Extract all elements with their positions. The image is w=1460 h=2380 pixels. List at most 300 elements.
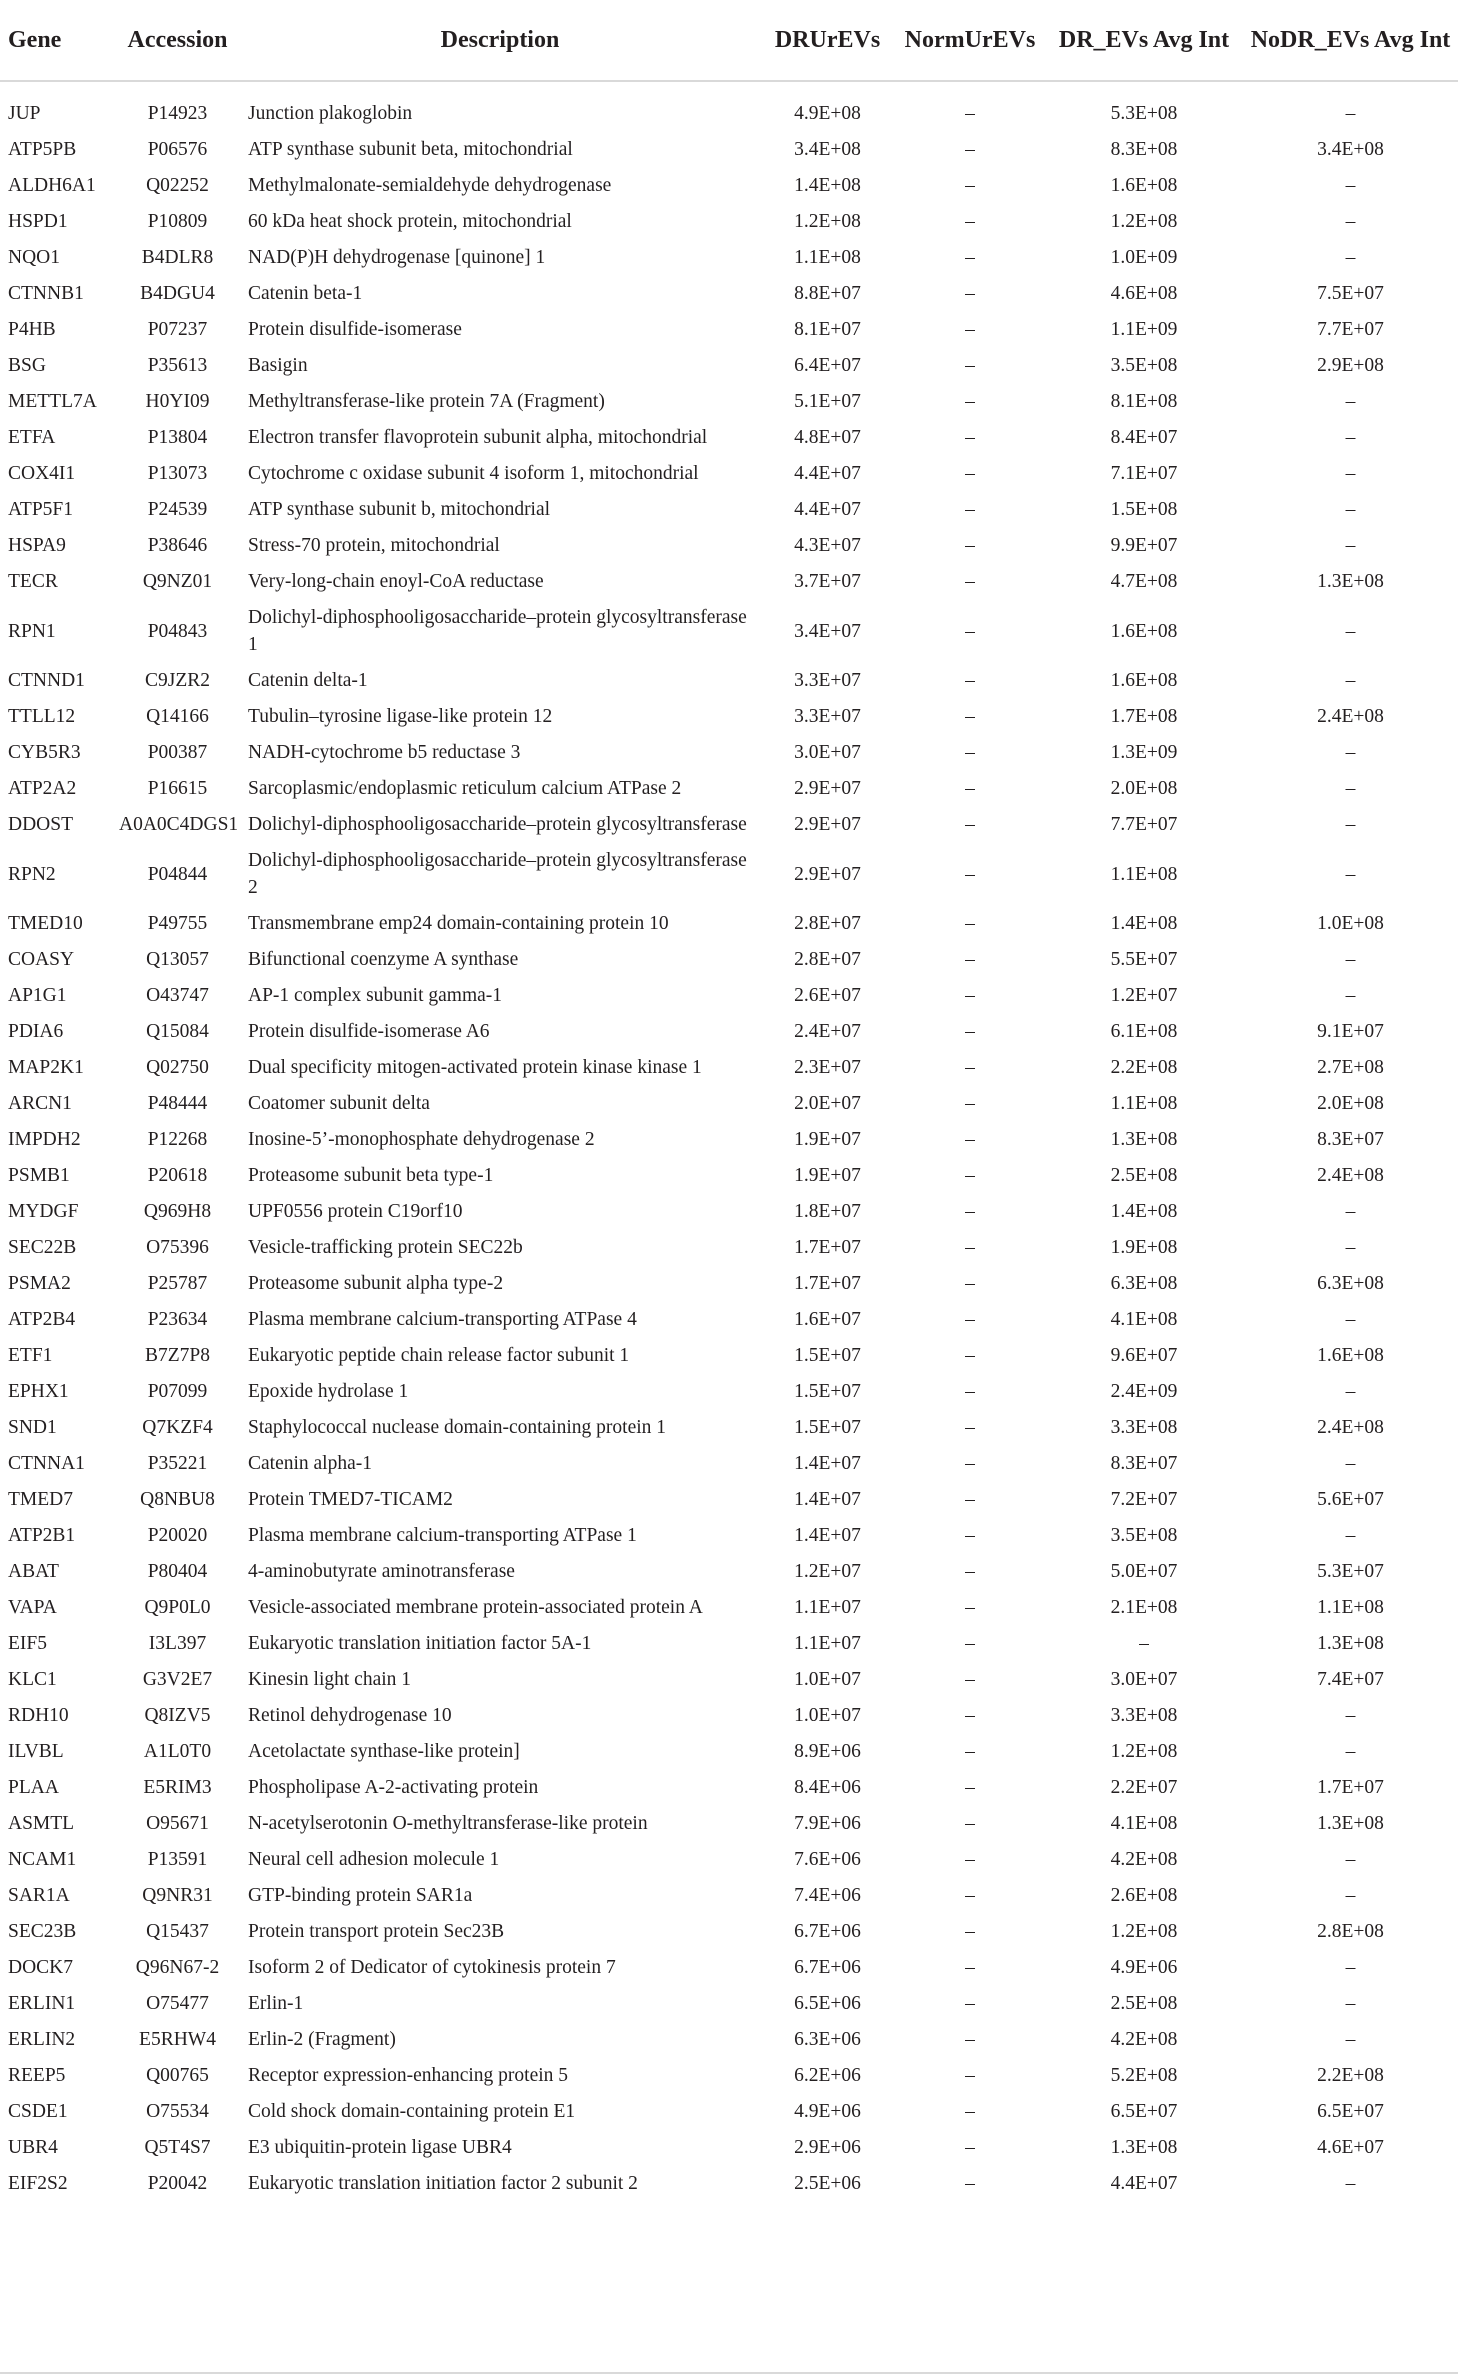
table-row — [0, 662, 1458, 698]
cell-dr-evs-avg-int: 5.3E+08 — [1110, 103, 1178, 124]
cell-drurevs: 8.1E+07 — [794, 319, 861, 340]
cell-drurevs: 2.5E+06 — [794, 2173, 861, 2194]
cell-accession: Q8NBU8 — [140, 1489, 215, 1510]
cell-drurevs: 1.6E+07 — [794, 1309, 861, 1330]
cell-accession: H0YI09 — [145, 391, 210, 412]
cell-nodr-evs-avg-int: – — [1345, 103, 1356, 124]
cell-accession: A1L0T0 — [143, 1741, 212, 1762]
table-row — [0, 1985, 1458, 2021]
cell-normurevs: – — [965, 1849, 975, 1870]
cell-drurevs: 6.5E+06 — [794, 1993, 861, 2014]
cell-dr-evs-avg-int: 1.5E+08 — [1110, 499, 1178, 520]
cell-normurevs: – — [965, 571, 975, 592]
header-description: Description — [240, 0, 760, 81]
cell-dr-evs-avg-int: 2.2E+07 — [1110, 1777, 1178, 1798]
cell-normurevs: – — [965, 913, 975, 934]
table-row — [0, 419, 1458, 455]
cell-gene: PSMB1 — [8, 1165, 70, 1186]
cell-accession: P07099 — [147, 1381, 208, 1402]
table-row — [0, 1193, 1458, 1229]
cell-nodr-evs-avg-int: – — [1345, 1309, 1356, 1330]
cell-nodr-evs-avg-int: 2.0E+08 — [1317, 1093, 1384, 1114]
cell-nodr-evs-avg-int: 1.3E+08 — [1317, 1813, 1384, 1834]
cell-dr-evs-avg-int: 4.9E+06 — [1110, 1957, 1178, 1978]
cell-nodr-evs-avg-int: – — [1345, 778, 1356, 799]
cell-gene: EIF2S2 — [8, 2173, 68, 2194]
cell-accession: A0A0C4DGS1 — [119, 814, 239, 835]
cell-nodr-evs-avg-int: – — [1345, 175, 1356, 196]
cell-description: Receptor expression-enhancing protein 5 — [248, 2065, 569, 2086]
cell-dr-evs-avg-int: 6.3E+08 — [1110, 1273, 1178, 1294]
cell-normurevs: – — [965, 1705, 975, 1726]
cell-accession: P25787 — [147, 1273, 208, 1294]
cell-gene: IMPDH2 — [8, 1129, 81, 1150]
cell-gene: ETFA — [8, 427, 56, 448]
cell-dr-evs-avg-int: 1.2E+08 — [1110, 1741, 1178, 1762]
cell-normurevs: – — [965, 1597, 975, 1618]
cell-dr-evs-avg-int: 3.3E+08 — [1110, 1705, 1178, 1726]
header-accession: Accession — [115, 0, 240, 81]
cell-nodr-evs-avg-int: 6.5E+07 — [1317, 2101, 1384, 2122]
table-row — [0, 311, 1458, 347]
cell-gene: TECR — [8, 571, 58, 592]
cell-accession: O43747 — [146, 985, 209, 1006]
table-row — [0, 1301, 1458, 1337]
table-body — [0, 81, 1458, 2201]
cell-gene: ATP2A2 — [8, 778, 77, 799]
cell-nodr-evs-avg-int: – — [1345, 620, 1356, 642]
cell-drurevs: 1.0E+07 — [794, 1705, 861, 1726]
cell-dr-evs-avg-int: 1.6E+08 — [1110, 620, 1178, 642]
cell-accession: Q7KZF4 — [142, 1417, 213, 1438]
cell-normurevs: – — [965, 742, 975, 763]
cell-dr-evs-avg-int: 1.4E+08 — [1110, 913, 1178, 934]
cell-accession: P49755 — [147, 913, 208, 934]
table-row — [0, 1769, 1458, 1805]
cell-description: Electron transfer flavoprotein subunit alpha, mitochondrial — [248, 427, 708, 448]
cell-nodr-evs-avg-int: 2.4E+08 — [1317, 1417, 1384, 1438]
cell-accession: P06576 — [147, 139, 208, 160]
cell-dr-evs-avg-int: 6.5E+07 — [1110, 2101, 1178, 2122]
table-row — [0, 1121, 1458, 1157]
cell-drurevs: 1.0E+07 — [794, 1669, 861, 1690]
table-row — [0, 527, 1458, 563]
cell-description: Basigin — [248, 355, 308, 376]
cell-normurevs: – — [965, 355, 975, 376]
table-row — [0, 599, 1458, 662]
cell-description: Catenin beta-1 — [248, 283, 363, 304]
cell-drurevs: 8.9E+06 — [794, 1741, 861, 1762]
cell-accession: P20020 — [147, 1525, 208, 1546]
cell-dr-evs-avg-int: 5.2E+08 — [1110, 2065, 1178, 2086]
cell-drurevs: 1.8E+07 — [794, 1201, 861, 1222]
cell-normurevs: – — [965, 949, 975, 970]
cell-description: Neural cell adhesion molecule 1 — [248, 1849, 500, 1870]
cell-dr-evs-avg-int: 4.6E+08 — [1110, 283, 1178, 304]
cell-accession: Q02750 — [146, 1057, 209, 1078]
cell-description: NAD(P)H dehydrogenase [quinone] 1 — [248, 247, 546, 268]
cell-gene: ABAT — [8, 1561, 59, 1582]
cell-nodr-evs-avg-int: – — [1345, 2029, 1356, 2050]
cell-normurevs: – — [965, 427, 975, 448]
cell-nodr-evs-avg-int: – — [1345, 499, 1356, 520]
cell-gene: DDOST — [8, 814, 74, 835]
cell-nodr-evs-avg-int: 2.4E+08 — [1317, 1165, 1384, 1186]
cell-dr-evs-avg-int: 1.6E+08 — [1110, 175, 1178, 196]
cell-normurevs: – — [965, 1741, 975, 1762]
table-row — [0, 1265, 1458, 1301]
cell-drurevs: 3.3E+07 — [794, 706, 861, 727]
cell-normurevs: – — [965, 463, 975, 484]
header-row — [0, 0, 1458, 81]
cell-normurevs: – — [965, 1489, 975, 1510]
cell-description: N-acetylserotonin O-methyltransferase-like protein — [248, 1813, 648, 1834]
cell-drurevs: 3.3E+07 — [794, 670, 861, 691]
cell-normurevs: – — [965, 1273, 975, 1294]
cell-normurevs: – — [965, 211, 975, 232]
cell-nodr-evs-avg-int: – — [1345, 1705, 1356, 1726]
cell-drurevs: 1.7E+07 — [794, 1237, 861, 1258]
cell-drurevs: 2.3E+07 — [794, 1057, 861, 1078]
cell-drurevs: 3.4E+07 — [794, 620, 861, 642]
table-bottom-rule — [0, 2372, 1458, 2374]
table-row — [0, 1733, 1458, 1769]
cell-description: Transmembrane emp24 domain-containing protein 10 — [248, 913, 669, 934]
cell-drurevs: 1.1E+07 — [794, 1597, 861, 1618]
cell-gene: MAP2K1 — [8, 1057, 84, 1078]
cell-drurevs: 1.7E+07 — [794, 1273, 861, 1294]
cell-accession: I3L397 — [148, 1633, 207, 1654]
cell-normurevs: – — [965, 1237, 975, 1258]
cell-gene: VAPA — [8, 1597, 57, 1618]
cell-description: Proteasome subunit alpha type-2 — [248, 1273, 504, 1294]
cell-nodr-evs-avg-int: 7.4E+07 — [1317, 1669, 1384, 1690]
cell-nodr-evs-avg-int: 1.0E+08 — [1317, 913, 1384, 934]
cell-normurevs: – — [965, 1021, 975, 1042]
table-row — [0, 1049, 1458, 1085]
cell-description: Vesicle-associated membrane protein-associated protein A — [248, 1597, 703, 1618]
table-row — [0, 2093, 1458, 2129]
cell-description: Plasma membrane calcium-transporting ATPase 4 — [248, 1309, 637, 1330]
cell-gene: CTNNB1 — [8, 283, 84, 304]
cell-gene: TTLL12 — [8, 706, 76, 727]
cell-dr-evs-avg-int: 1.3E+08 — [1110, 2137, 1178, 2158]
cell-accession: P80404 — [147, 1561, 208, 1582]
cell-gene: AP1G1 — [8, 985, 67, 1006]
cell-accession: G3V2E7 — [142, 1669, 213, 1690]
cell-description: Eukaryotic translation initiation factor 2 subunit 2 — [248, 2173, 638, 2194]
cell-description: Kinesin light chain 1 — [248, 1669, 412, 1690]
cell-accession: P13804 — [147, 427, 208, 448]
cell-description: Eukaryotic translation initiation factor 5A-1 — [248, 1633, 592, 1654]
cell-drurevs: 2.9E+07 — [794, 863, 861, 885]
cell-normurevs: – — [965, 2137, 975, 2158]
cell-accession: O75477 — [146, 1993, 209, 2014]
cell-accession: P20618 — [147, 1165, 208, 1186]
cell-gene: NQO1 — [8, 247, 60, 268]
cell-normurevs: – — [965, 1057, 975, 1078]
cell-drurevs: 1.1E+07 — [794, 1633, 861, 1654]
cell-normurevs: – — [965, 535, 975, 556]
cell-description: Vesicle-trafficking protein SEC22b — [248, 1237, 523, 1258]
cell-dr-evs-avg-int: 3.3E+08 — [1110, 1417, 1178, 1438]
table-row — [0, 1373, 1458, 1409]
cell-accession: O75534 — [146, 2101, 209, 2122]
table-row — [0, 1661, 1458, 1697]
table-row — [0, 977, 1458, 1013]
cell-accession: Q14166 — [146, 706, 209, 727]
table-row — [0, 1625, 1458, 1661]
cell-accession: C9JZR2 — [144, 670, 210, 691]
cell-nodr-evs-avg-int: 1.3E+08 — [1317, 571, 1384, 592]
cell-normurevs: – — [965, 103, 975, 124]
cell-description: Cytochrome c oxidase subunit 4 isoform 1, mitochondrial — [248, 463, 699, 484]
cell-description: Dolichyl-diphosphooligosaccharide–protein glycosyltransferase 2 — [248, 850, 747, 898]
cell-normurevs: – — [965, 283, 975, 304]
cell-drurevs: 1.9E+07 — [794, 1165, 861, 1186]
cell-normurevs: – — [965, 1561, 975, 1582]
cell-normurevs: – — [965, 1885, 975, 1906]
cell-drurevs: 1.4E+07 — [794, 1453, 861, 1474]
cell-nodr-evs-avg-int: 1.7E+07 — [1317, 1777, 1384, 1798]
table-row — [0, 770, 1458, 806]
cell-gene: CTNNA1 — [8, 1453, 85, 1474]
table-row — [0, 1877, 1458, 1913]
table-row — [0, 1913, 1458, 1949]
cell-gene: ASMTL — [8, 1813, 75, 1834]
cell-nodr-evs-avg-int: – — [1345, 1525, 1356, 1546]
cell-nodr-evs-avg-int: – — [1345, 1993, 1356, 2014]
cell-gene: TMED10 — [8, 913, 83, 934]
cell-drurevs: 6.7E+06 — [794, 1957, 861, 1978]
cell-dr-evs-avg-int: 3.0E+07 — [1110, 1669, 1178, 1690]
cell-drurevs: 1.9E+07 — [794, 1129, 861, 1150]
cell-normurevs: – — [965, 1525, 975, 1546]
cell-dr-evs-avg-int: 8.1E+08 — [1110, 391, 1178, 412]
table-row — [0, 167, 1458, 203]
cell-gene: NCAM1 — [8, 1849, 77, 1870]
cell-accession: E5RIM3 — [143, 1777, 212, 1798]
cell-dr-evs-avg-int: 4.2E+08 — [1110, 1849, 1178, 1870]
cell-dr-evs-avg-int: 4.1E+08 — [1110, 1813, 1178, 1834]
table-row — [0, 698, 1458, 734]
cell-dr-evs-avg-int: 1.0E+09 — [1110, 247, 1178, 268]
header-drurevs: DRUrEVs — [760, 0, 895, 81]
cell-gene: JUP — [8, 103, 41, 124]
cell-accession: P00387 — [147, 742, 208, 763]
cell-normurevs: – — [965, 247, 975, 268]
cell-description: Tubulin–tyrosine ligase-like protein 12 — [248, 706, 553, 727]
cell-gene: SAR1A — [8, 1885, 70, 1906]
cell-dr-evs-avg-int: 1.6E+08 — [1110, 670, 1178, 691]
table-row — [0, 563, 1458, 599]
cell-nodr-evs-avg-int: – — [1345, 535, 1356, 556]
table-row — [0, 491, 1458, 527]
header-gene: Gene — [0, 0, 115, 81]
cell-dr-evs-avg-int: 1.1E+08 — [1110, 1093, 1178, 1114]
cell-dr-evs-avg-int: 5.0E+07 — [1110, 1561, 1178, 1582]
cell-nodr-evs-avg-int: – — [1345, 391, 1356, 412]
cell-gene: ILVBL — [8, 1741, 64, 1762]
cell-dr-evs-avg-int: 1.9E+08 — [1110, 1237, 1178, 1258]
cell-nodr-evs-avg-int: – — [1345, 463, 1356, 484]
cell-accession: P35613 — [147, 355, 208, 376]
cell-gene: UBR4 — [8, 2137, 58, 2158]
cell-dr-evs-avg-int: – — [1139, 1633, 1149, 1654]
cell-gene: ATP5PB — [8, 139, 77, 160]
cell-dr-evs-avg-int: 1.2E+08 — [1110, 1921, 1178, 1942]
cell-dr-evs-avg-int: 4.4E+07 — [1110, 2173, 1178, 2194]
table-row — [0, 2129, 1458, 2165]
cell-description: Sarcoplasmic/endoplasmic reticulum calcium ATPase 2 — [248, 778, 682, 799]
table-row — [0, 2021, 1458, 2057]
cell-normurevs: – — [965, 499, 975, 520]
cell-accession: Q02252 — [146, 175, 209, 196]
cell-normurevs: – — [965, 1309, 975, 1330]
cell-dr-evs-avg-int: 6.1E+08 — [1110, 1021, 1178, 1042]
cell-description: Junction plakoglobin — [248, 103, 413, 124]
cell-accession: P04843 — [147, 620, 208, 642]
cell-drurevs: 1.2E+07 — [794, 1561, 861, 1582]
cell-nodr-evs-avg-int: – — [1345, 863, 1356, 885]
cell-normurevs: – — [965, 2029, 975, 2050]
table-row — [0, 1445, 1458, 1481]
cell-drurevs: 1.4E+08 — [794, 175, 861, 196]
cell-dr-evs-avg-int: 2.0E+08 — [1110, 778, 1178, 799]
cell-dr-evs-avg-int: 8.4E+07 — [1110, 427, 1178, 448]
cell-gene: ERLIN1 — [8, 1993, 76, 2014]
cell-dr-evs-avg-int: 1.1E+09 — [1110, 319, 1178, 340]
cell-drurevs: 4.4E+07 — [794, 463, 861, 484]
cell-accession: Q9P0L0 — [144, 1597, 211, 1618]
cell-gene: ATP2B4 — [8, 1309, 76, 1330]
cell-description: 4-aminobutyrate aminotransferase — [248, 1561, 515, 1582]
cell-description: Coatomer subunit delta — [248, 1093, 430, 1114]
cell-description: Retinol dehydrogenase 10 — [248, 1705, 452, 1726]
cell-description: Cold shock domain-containing protein E1 — [248, 2101, 576, 2122]
table-row — [0, 1481, 1458, 1517]
cell-description: Protein TMED7-TICAM2 — [248, 1489, 453, 1510]
cell-normurevs: – — [965, 2101, 975, 2122]
cell-nodr-evs-avg-int: – — [1345, 1885, 1356, 1906]
cell-normurevs: – — [965, 1921, 975, 1942]
cell-drurevs: 6.4E+07 — [794, 355, 861, 376]
table-row — [0, 1013, 1458, 1049]
cell-normurevs: – — [965, 1093, 975, 1114]
cell-dr-evs-avg-int: 1.2E+07 — [1110, 985, 1178, 1006]
cell-nodr-evs-avg-int: 8.3E+07 — [1317, 1129, 1384, 1150]
cell-normurevs: – — [965, 778, 975, 799]
cell-drurevs: 1.5E+07 — [794, 1417, 861, 1438]
cell-dr-evs-avg-int: 4.7E+08 — [1110, 571, 1178, 592]
cell-gene: DOCK7 — [8, 1957, 74, 1978]
cell-dr-evs-avg-int: 1.7E+08 — [1110, 706, 1178, 727]
cell-nodr-evs-avg-int: 1.6E+08 — [1317, 1345, 1384, 1366]
cell-accession: P20042 — [147, 2173, 208, 2194]
cell-dr-evs-avg-int: 1.3E+08 — [1110, 1129, 1178, 1150]
cell-dr-evs-avg-int: 2.5E+08 — [1110, 1993, 1178, 2014]
cell-dr-evs-avg-int: 8.3E+08 — [1110, 139, 1178, 160]
cell-gene: RDH10 — [8, 1705, 69, 1726]
cell-accession: O95671 — [146, 1813, 209, 1834]
cell-description: 60 kDa heat shock protein, mitochondrial — [248, 211, 572, 232]
cell-nodr-evs-avg-int: – — [1345, 1453, 1356, 1474]
cell-nodr-evs-avg-int: – — [1345, 427, 1356, 448]
cell-normurevs: – — [965, 814, 975, 835]
cell-accession: P10809 — [147, 211, 208, 232]
cell-dr-evs-avg-int: 2.2E+08 — [1110, 1057, 1178, 1078]
cell-description: UPF0556 protein C19orf10 — [248, 1201, 463, 1222]
cell-drurevs: 4.9E+06 — [794, 2101, 861, 2122]
cell-description: Protein disulfide-isomerase — [248, 319, 462, 340]
cell-normurevs: – — [965, 1993, 975, 2014]
cell-normurevs: – — [965, 985, 975, 1006]
cell-normurevs: – — [965, 319, 975, 340]
cell-dr-evs-avg-int: 2.5E+08 — [1110, 1165, 1178, 1186]
cell-dr-evs-avg-int: 9.9E+07 — [1110, 535, 1178, 556]
cell-normurevs: – — [965, 1345, 975, 1366]
cell-drurevs: 2.9E+07 — [794, 778, 861, 799]
cell-drurevs: 6.7E+06 — [794, 1921, 861, 1942]
cell-accession: P35221 — [147, 1453, 208, 1474]
cell-accession: Q5T4S7 — [144, 2137, 211, 2158]
cell-description: Dolichyl-diphosphooligosaccharide–protein glycosyltransferase — [248, 814, 747, 835]
cell-gene: ERLIN2 — [8, 2029, 76, 2050]
cell-description: Eukaryotic peptide chain release factor subunit 1 — [248, 1345, 630, 1366]
table-row — [0, 905, 1458, 941]
cell-normurevs: – — [965, 1129, 975, 1150]
cell-gene: COASY — [8, 949, 75, 970]
cell-dr-evs-avg-int: 3.5E+08 — [1110, 355, 1178, 376]
cell-drurevs: 2.6E+07 — [794, 985, 861, 1006]
cell-drurevs: 1.4E+07 — [794, 1489, 861, 1510]
cell-dr-evs-avg-int: 2.4E+09 — [1110, 1381, 1178, 1402]
cell-normurevs: – — [965, 1813, 975, 1834]
table-row — [0, 1409, 1458, 1445]
cell-nodr-evs-avg-int: – — [1345, 2173, 1356, 2194]
cell-dr-evs-avg-int: 1.1E+08 — [1110, 863, 1178, 885]
cell-nodr-evs-avg-int: – — [1345, 949, 1356, 970]
cell-accession: B4DLR8 — [141, 247, 214, 268]
cell-drurevs: 2.8E+07 — [794, 913, 861, 934]
cell-nodr-evs-avg-int: – — [1345, 985, 1356, 1006]
cell-normurevs: – — [965, 863, 975, 885]
cell-description: GTP-binding protein SAR1a — [248, 1885, 473, 1906]
cell-normurevs: – — [965, 1165, 975, 1186]
cell-dr-evs-avg-int: 5.5E+07 — [1110, 949, 1178, 970]
table-row — [0, 455, 1458, 491]
cell-drurevs: 3.0E+07 — [794, 742, 861, 763]
cell-gene: ATP2B1 — [8, 1525, 76, 1546]
cell-gene: EIF5 — [8, 1633, 47, 1654]
cell-gene: SND1 — [8, 1417, 57, 1438]
cell-accession: P12268 — [147, 1129, 208, 1150]
cell-drurevs: 4.4E+07 — [794, 499, 861, 520]
table-row — [0, 806, 1458, 842]
cell-gene: COX4I1 — [8, 463, 76, 484]
cell-dr-evs-avg-int: 1.2E+08 — [1110, 211, 1178, 232]
cell-nodr-evs-avg-int: – — [1345, 1237, 1356, 1258]
table-row — [0, 1337, 1458, 1373]
cell-accession: Q15437 — [146, 1921, 209, 1942]
cell-dr-evs-avg-int: 7.2E+07 — [1110, 1489, 1178, 1510]
cell-dr-evs-avg-int: 9.6E+07 — [1110, 1345, 1178, 1366]
cell-description: Erlin-2 (Fragment) — [248, 2029, 396, 2050]
cell-gene: ALDH6A1 — [8, 175, 96, 196]
table-row — [0, 1589, 1458, 1625]
cell-accession: P13591 — [147, 1849, 208, 1870]
cell-normurevs: – — [965, 1669, 975, 1690]
